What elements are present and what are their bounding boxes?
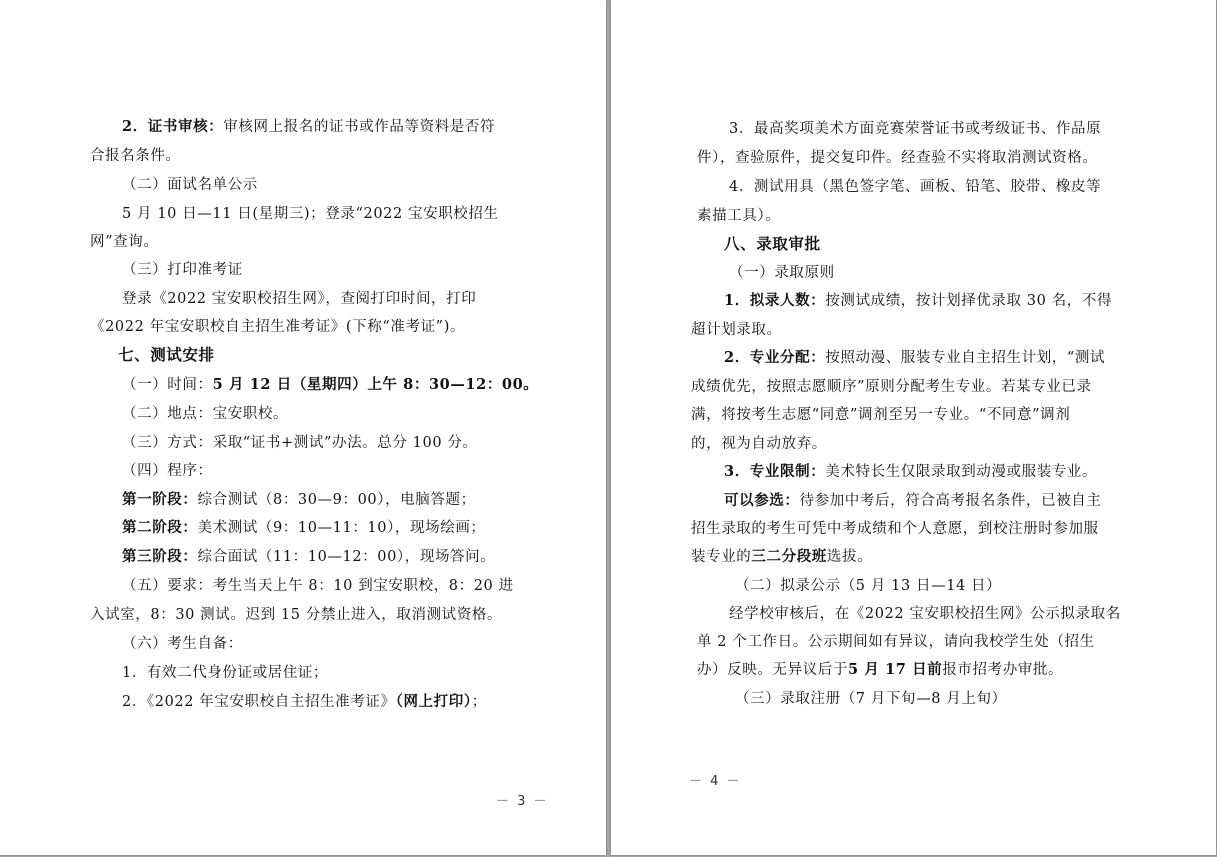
quota-line-2: 超计划录取。 bbox=[691, 322, 782, 338]
allocation-line-4: 的，视为自动放弃。 bbox=[691, 436, 827, 452]
optional-line-3-post: 选拔。 bbox=[826, 549, 873, 565]
cert-review-line-1 bbox=[122, 117, 495, 137]
optional-line-3-pre: 装专业的 bbox=[691, 549, 752, 565]
stage-1-text: 综合测试（8：30—9：00），电脑答题； bbox=[197, 492, 476, 508]
stage-2-line bbox=[122, 518, 486, 538]
cert-review-text: 审核网上报名的证书或作品等资料是否符 bbox=[223, 119, 496, 135]
principles-heading: （一）录取原则 bbox=[729, 265, 835, 281]
optional-line-3-bold: 三二分段班 bbox=[751, 548, 827, 565]
self-prep-heading: （六）考生自备： bbox=[122, 636, 243, 652]
interview-list-line-1: 5 月 10 日—11 日(星期三)；登录“2022 宝安职校招生 bbox=[122, 206, 499, 222]
publicity-heading: （二）拟录公示（5 月 13 日—14 日） bbox=[735, 578, 1002, 594]
allocation-line-2: 成绩优先，按照志愿顺序”原则分配考生专业。若某专业已录 bbox=[691, 379, 1092, 395]
quota-line-1 bbox=[724, 291, 1112, 311]
self-prep-item-2 bbox=[122, 692, 487, 712]
stage-1-label: 第一阶段： bbox=[122, 491, 198, 508]
item-4-line-1: 4．测试用具（黑色签字笔、画板、铅笔、胶带、橡皮等 bbox=[729, 179, 1102, 195]
publicity-line-3-post: 报市招考办审批。 bbox=[942, 662, 1064, 678]
requirements-line-1: （五）要求：考生当天上午 8：10 到宝安职校，8：20 进 bbox=[122, 578, 514, 594]
time-line bbox=[122, 375, 538, 395]
registration-heading: （三）录取注册（7 月下旬—8 月上旬） bbox=[735, 691, 1007, 707]
admission-ticket-line-1: 登录《2022 宝安职校招生网》，查阅打印时间，打印 bbox=[122, 291, 477, 307]
item-3-line-2: 件），查验原件，提交复印件。经查验不实将取消测试资格。 bbox=[697, 150, 1098, 166]
admission-section-heading: 八、录取审批 bbox=[724, 234, 821, 253]
optional-line-2: 招生录取的考生可凭中考成绩和个人意愿，到校注册时参加服 bbox=[691, 521, 1099, 537]
allocation-line-3: 满，将按考生志愿“同意”调剂至另一专业。“不同意”调剂 bbox=[691, 407, 1071, 423]
publicity-line-1: 经学校审核后，在《2022 宝安职校招生网》公示拟录取名 bbox=[729, 606, 1121, 622]
restriction-line bbox=[724, 462, 1097, 482]
admission-ticket-line-2: 《2022 年宝安职校自主招生准考证》(下称“准考证”)。 bbox=[90, 319, 466, 335]
allocation-text: 按照动漫、服装专业自主招生计划，“测试 bbox=[825, 350, 1106, 366]
document-page-3 bbox=[0, 0, 606, 855]
method-line: （三）方式：采取“证书+测试”办法。总分 100 分。 bbox=[122, 435, 478, 451]
allocation-label: 2．专业分配： bbox=[724, 349, 826, 366]
self-prep-item-2-end: ； bbox=[471, 694, 487, 710]
cert-review-label: 2．证书审核： bbox=[122, 118, 224, 135]
quota-text: 按测试成绩，按计划择优录取 30 名，不得 bbox=[825, 293, 1113, 309]
self-prep-item-2-bold: （网上打印） bbox=[395, 693, 472, 710]
cert-review-line-2: 合报名条件。 bbox=[90, 148, 181, 164]
place-line: （二）地点：宝安职校。 bbox=[122, 406, 289, 422]
procedure-heading: （四）程序： bbox=[122, 463, 213, 479]
time-label: （一）时间： bbox=[122, 377, 213, 393]
optional-line-3 bbox=[691, 547, 872, 567]
restriction-label: 3．专业限制： bbox=[724, 463, 826, 480]
publicity-line-3 bbox=[697, 660, 1063, 680]
optional-label: 可以参选： bbox=[724, 492, 800, 509]
publicity-line-2: 单 2 个工作日。公示期间如有异议，请向我校学生处（招生 bbox=[697, 634, 1095, 650]
publicity-line-3-bold: 5 月 17 日前 bbox=[848, 661, 943, 678]
self-prep-item-2-text: 2．《2022 年宝安职校自主招生准考证》 bbox=[122, 694, 396, 710]
stage-3-text: 综合面试（11：10—12：00），现场答问。 bbox=[197, 549, 496, 565]
stage-2-text: 美术测试（9：10—11：10），现场绘画； bbox=[197, 520, 486, 536]
publicity-line-3-pre: 办）反映。无异议后于 bbox=[697, 662, 848, 678]
optional-text: 待参加中考后，符合高考报名条件，已被自主 bbox=[799, 493, 1102, 509]
item-3-line-1: 3．最高奖项美术方面竞赛荣誉证书或考级证书、作品原 bbox=[729, 121, 1102, 137]
item-4-line-2: 素描工具）。 bbox=[697, 208, 781, 224]
allocation-line-1 bbox=[724, 348, 1105, 368]
stage-2-label: 第二阶段： bbox=[122, 519, 198, 536]
page-number-4: － 4 － bbox=[689, 774, 742, 789]
admission-ticket-heading: （三）打印准考证 bbox=[122, 262, 243, 278]
interview-list-line-2: 网”查询。 bbox=[90, 234, 159, 250]
requirements-line-2: 入试室，8：30 测试。迟到 15 分禁止进入，取消测试资格。 bbox=[90, 607, 503, 623]
restriction-text: 美术特长生仅限录取到动漫或服装专业。 bbox=[825, 464, 1098, 480]
quota-label: 1．拟录人数： bbox=[724, 292, 826, 309]
self-prep-item-1: 1．有效二代身份证或居住证； bbox=[122, 665, 329, 681]
test-section-heading: 七、测试安排 bbox=[118, 345, 215, 364]
stage-3-label: 第三阶段： bbox=[122, 548, 198, 565]
optional-line-1 bbox=[724, 491, 1102, 511]
page-number-3: － 3 － bbox=[496, 794, 549, 809]
interview-list-heading: （二）面试名单公示 bbox=[122, 177, 258, 193]
document-page-4 bbox=[611, 0, 1216, 855]
time-value: 5 月 12 日（星期四）上午 8：30—12：00。 bbox=[212, 376, 539, 393]
stage-3-line bbox=[122, 547, 495, 567]
stage-1-line bbox=[122, 490, 476, 510]
